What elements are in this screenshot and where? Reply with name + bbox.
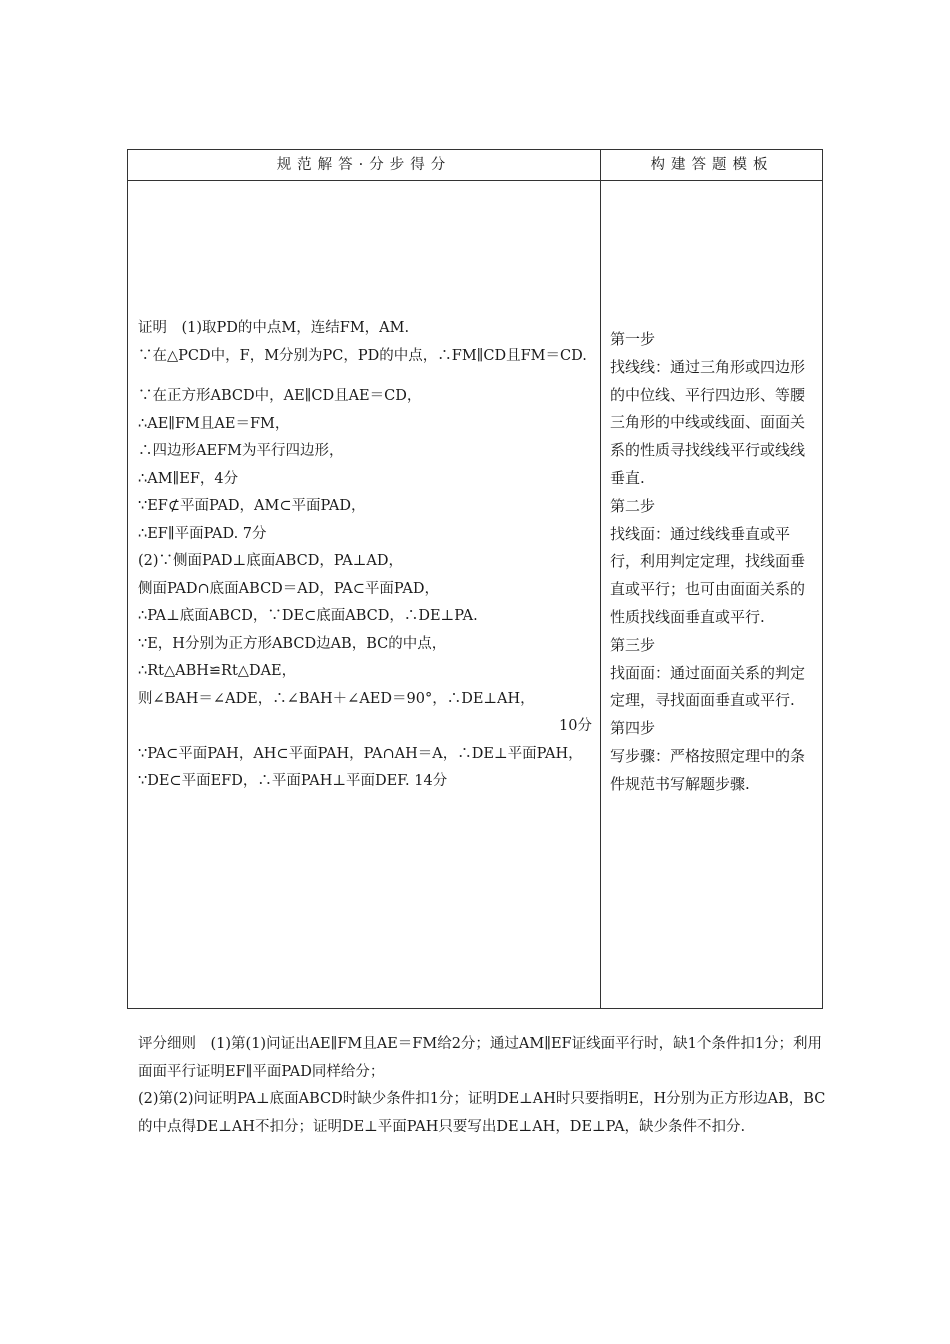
proof-line: (2)∵侧面PAD⊥底面ABCD，PA⊥AD， [138,553,403,569]
header-standard-answer: 规范解答·分步得分 [276,157,452,173]
proof-line: ∵PA⊂平面PAH，AH⊂平面PAH，PA∩AH＝A，∴DE⊥平面PAH， [138,745,583,762]
proof-line: ∴PA⊥底面ABCD，∵DE⊂底面ABCD，∴DE⊥PA. [138,608,478,624]
step-title: 第一步 [610,330,656,348]
proof-line: ∴Rt△ABH≌Rt△DAE， [138,663,297,679]
proof-line: ∵DE⊂平面EFD，∴平面PAH⊥平面DEF. 14分 [138,773,448,789]
step-title: 第三步 [610,635,656,654]
scoring-rules [138,1031,826,1141]
header-answer-template: 构建答题模板 [650,157,774,173]
step-title: 第二步 [610,496,656,515]
proof-line: 证明 (1)取PD的中点M，连结FM，AM. [138,320,410,336]
scoring-rule-1: 评分细则 (1)第(1)问证出AE∥FM且AE＝FM给2分；通过AM∥EF证线面平行时，缺1个条件扣1分；利用面面平行证明EF∥平面PAD同样给分； [138,1036,823,1080]
answer-table [127,149,823,1009]
step-text: 找面面：通过面面关系的判定定理，寻找面面垂直或平行. [610,663,806,710]
template-column [610,326,818,799]
column-divider [600,150,601,1008]
proof-line: 则∠BAH＝∠ADE，∴∠BAH＋∠AED＝90°，∴DE⊥AH， [138,690,535,707]
proof-column [138,315,594,796]
proof-line: ∵EF⊄平面PAD，AM⊂平面PAD， [138,498,366,514]
header-divider [128,180,822,181]
step-text: 写步骤：严格按照定理中的条件规范书写解题步骤. [610,746,806,793]
scoring-rule-2: (2)第(2)问证明PA⊥底面ABCD时缺少条件扣1分；证明DE⊥AH时只要指明E，H分别为正方形边AB，BC的中点得DE⊥AH不扣分；证明DE⊥平面PAH只要写出DE⊥AH，DE⊥PA，缺少条件不扣分. [138,1091,826,1135]
step-text: 找线面：通过线线垂直或平行，利用判定定理，找线面垂直或平行；也可由面面关系的性质找线面垂直或平行. [610,524,806,626]
score-mark: 10分 [559,718,592,734]
proof-line: 侧面PAD∩底面ABCD＝AD，PA⊂平面PAD， [138,580,439,597]
proof-line: ∴AM∥EF，4分 [138,470,239,487]
proof-spacer [138,370,594,383]
step-title: 第四步 [610,719,656,738]
proof-line: ∵在△PCD中，F，M分别为PC，PD的中点，∴FM∥CD且FM＝CD. [138,347,587,364]
step-text: 找线线：通过三角形或四边形的中位线、平行四边形、等腰三角形的中线或线面、面面关系的性质寻找线线平行或线线垂直. [610,357,806,487]
proof-line: ∴AE∥FM且AE＝FM， [138,415,290,432]
proof-line: ∴EF∥平面PAD. 7分 [138,525,267,542]
proof-line: ∵在正方形ABCD中，AE∥CD且AE＝CD， [138,388,422,404]
proof-line: ∴四边形AEFM为平行四边形， [138,443,344,459]
proof-line: ∵E，H分别为正方形ABCD边AB，BC的中点， [138,635,447,652]
